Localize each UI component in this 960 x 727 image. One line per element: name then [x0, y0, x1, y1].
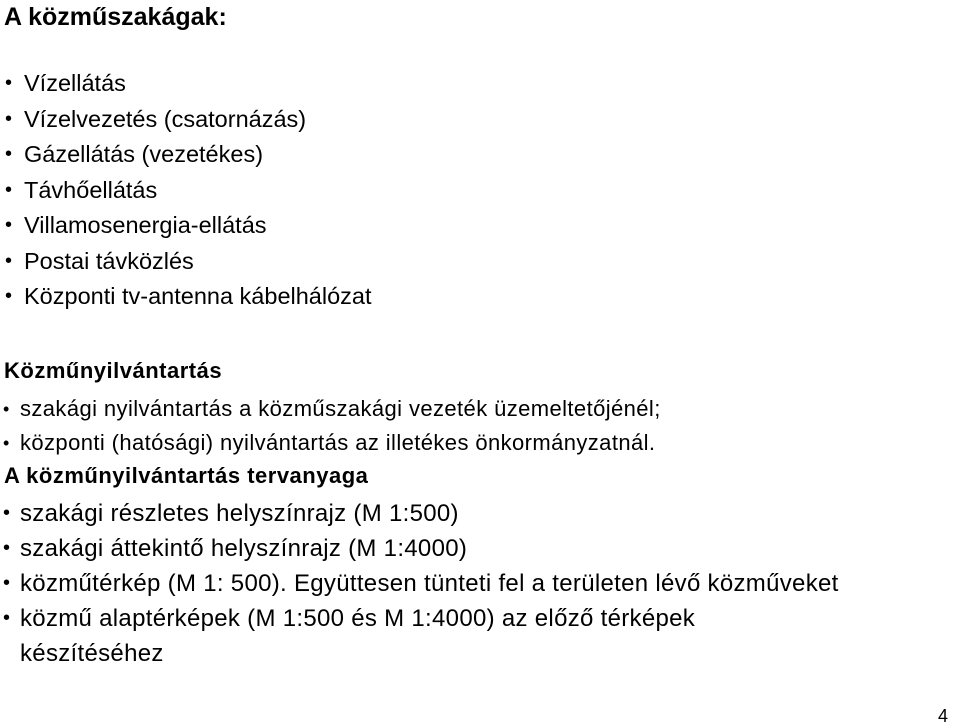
list-item: • Gázellátás (vezetékes) — [0, 137, 372, 173]
list-item: • Villamosenergia-ellátás — [0, 208, 372, 244]
plans-heading: A közműnyilvántartás tervanyaga — [4, 463, 369, 488]
list-item: • szakági nyilvántartás a közműszakági vezeték üzemeltetőjénél; — [0, 392, 661, 426]
bullet-icon: • — [3, 607, 11, 629]
slide-title: A közműszakágak: — [4, 3, 227, 31]
list-item: • szakági részletes helyszínrajz (M 1:500) — [0, 496, 920, 531]
bullet-icon: • — [5, 285, 13, 307]
list-item: • szakági áttekintő helyszínrajz (M 1:4000) — [0, 531, 920, 566]
utilities-list — [0, 66, 372, 315]
list-item: • Távhőellátás — [0, 173, 372, 209]
bullet-icon: • — [5, 107, 13, 130]
bullet-icon: • — [5, 72, 13, 94]
plans-list — [0, 496, 920, 671]
registry-list — [0, 392, 661, 460]
list-item: • Vízellátás — [0, 66, 372, 102]
bullet-icon: • — [3, 433, 10, 453]
list-item: • közműtérkép (M 1: 500). Együttesen tünteti fel a területen lévő közműveket — [0, 566, 840, 601]
list-item: • központi (hatósági) nyilvántartás az illetékes önkormányzatnál. — [0, 426, 661, 460]
list-item: • Postai távközlés — [0, 244, 372, 280]
page-number: 4 — [937, 706, 948, 726]
registry-heading: Közműnyilvántartás — [4, 358, 223, 383]
bullet-icon: • — [3, 399, 10, 419]
bullet-icon: • — [5, 143, 13, 165]
bullet-icon: • — [3, 537, 11, 559]
list-item: • Központi tv-antenna kábelhálózat — [0, 279, 372, 315]
bullet-icon: • — [3, 502, 11, 524]
bullet-icon: • — [5, 214, 13, 236]
bullet-icon: • — [5, 178, 13, 201]
bullet-icon: • — [5, 249, 13, 272]
list-item: • közmű alaptérképek (M 1:500 és M 1:4000) az előző térképek készítéséhez — [0, 601, 840, 671]
bullet-icon: • — [3, 572, 11, 594]
list-item: • Vízelvezetés (csatornázás) — [0, 102, 372, 138]
